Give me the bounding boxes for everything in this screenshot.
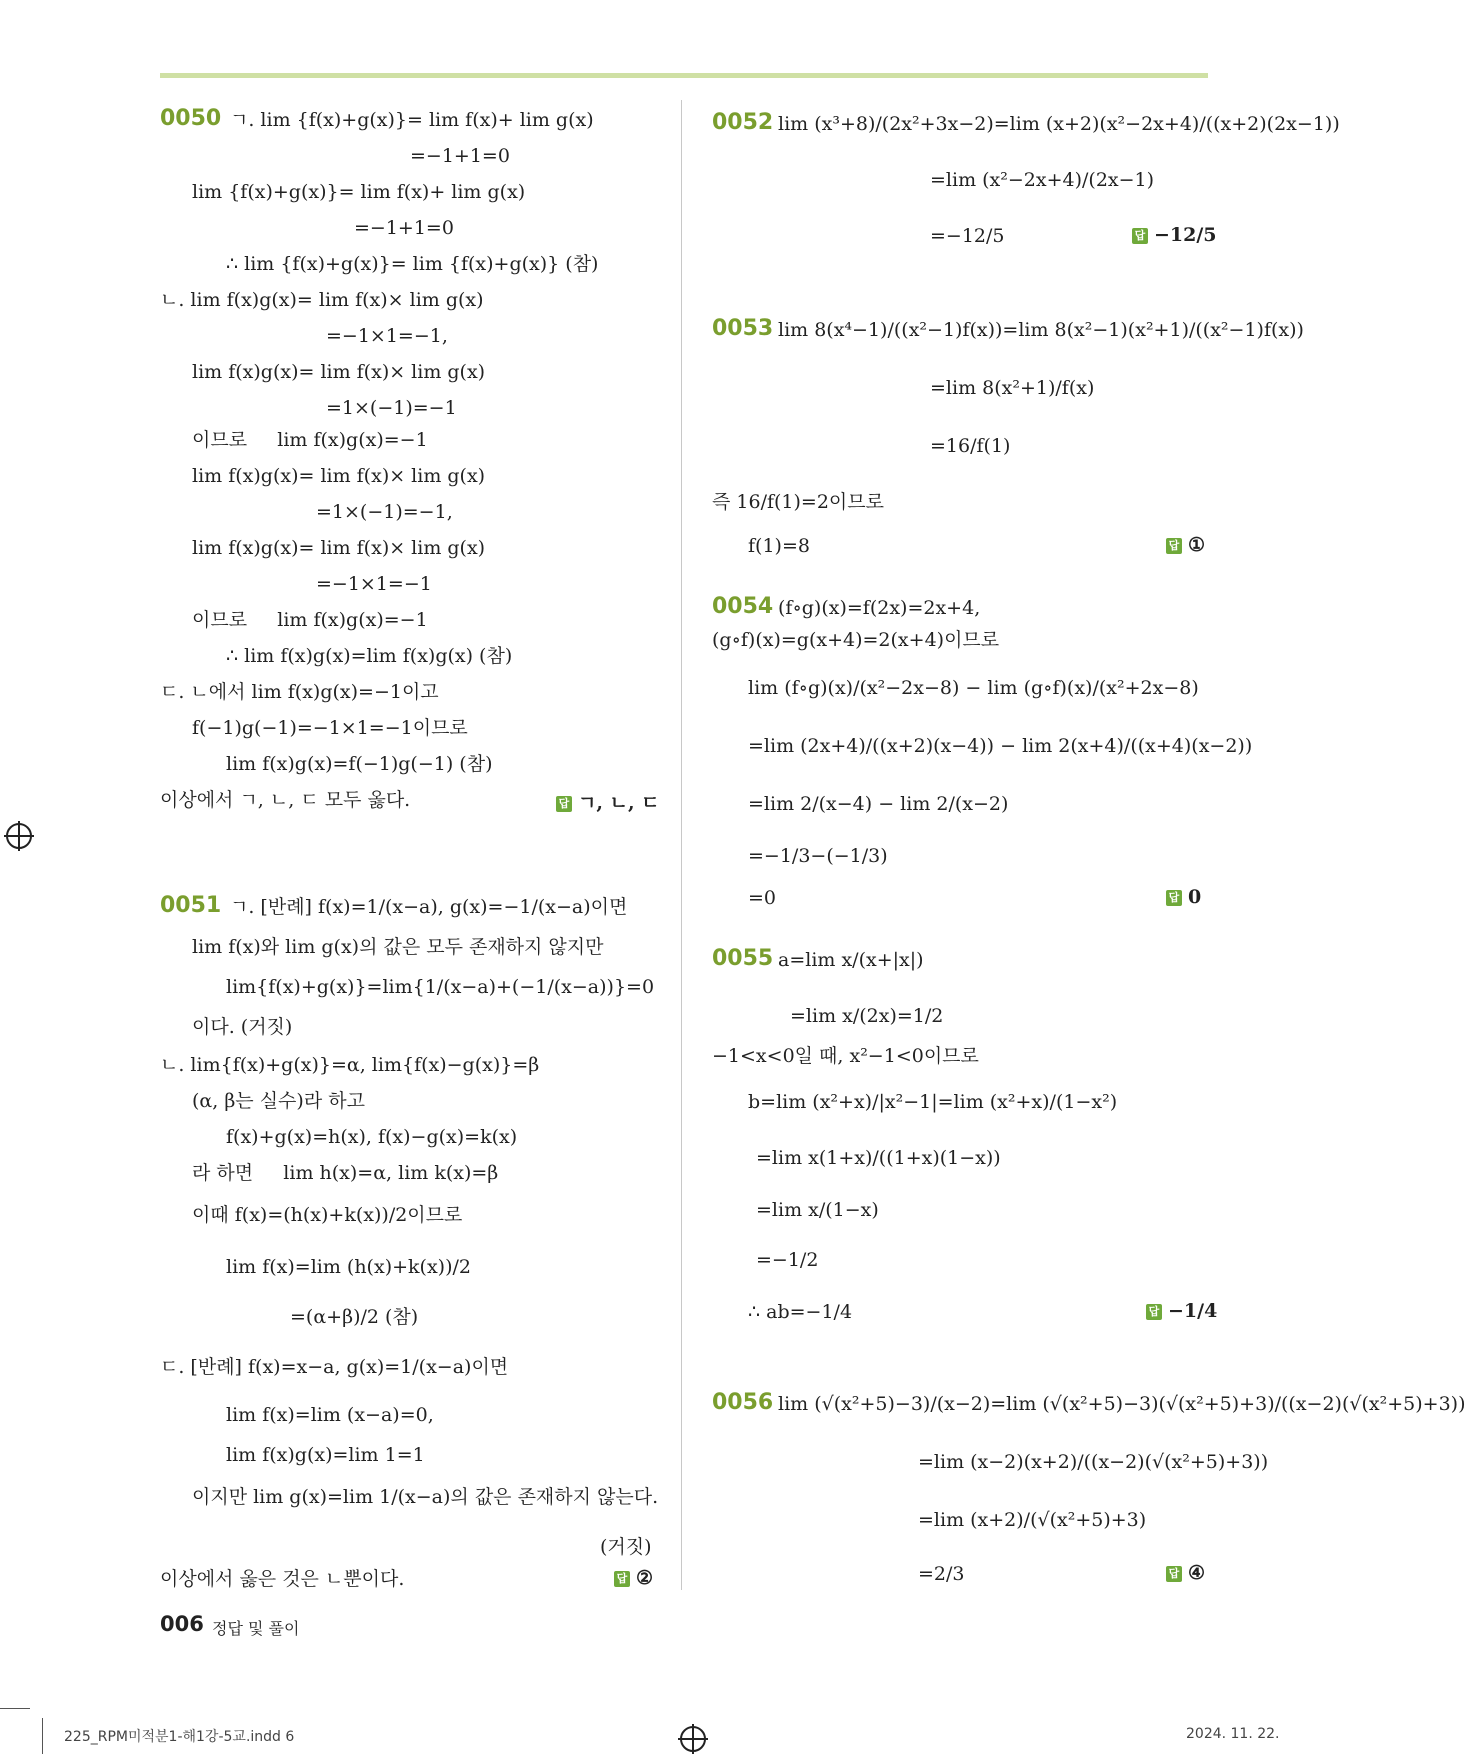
solution-line: lim f(x)=lim (x−a)=0, [226, 1404, 434, 1426]
solution-line: 라 하면 lim h(x)=α, lim k(x)=β [192, 1162, 499, 1184]
answer-value: −1/4 [1168, 1300, 1218, 1322]
solution-line: ㄱ. [반례] f(x)=1/(x−a), g(x)=−1/(x−a)이면 [230, 896, 628, 918]
answer-mark [614, 1567, 653, 1589]
solution-line: lim (√(x²+5)−3)/(x−2)=lim (√(x²+5)−3)(√(x²+5)+3)/((x−2)(√(x²+5)+3)) [778, 1393, 1466, 1415]
solution-line: =−1/3−(−1/3) [748, 845, 888, 867]
solution-line: =lim 2/(x−4) − lim 2/(x−2) [748, 793, 1009, 815]
solution-line: =lim (2x+4)/((x+2)(x−4)) − lim 2(x+4)/((x+4)(x−2)) [748, 735, 1253, 757]
solution-line: =lim (x+2)/(√(x²+5)+3) [918, 1509, 1147, 1531]
solution-line: b=lim (x²+x)/|x²−1|=lim (x²+x)/(1−x²) [748, 1091, 1118, 1113]
solution-line: lim f(x)와 lim g(x)의 값은 모두 존재하지 않지만 [192, 936, 604, 958]
solution-line: f(−1)g(−1)=−1×1=−1이므로 [192, 717, 468, 739]
solution-line: =(α+β)/2 (참) [290, 1306, 419, 1328]
solution-line: lim f(x)g(x)=lim 1=1 [226, 1444, 425, 1466]
solution-line: lim f(x)=lim (h(x)+k(x))/2 [226, 1256, 471, 1278]
solution-line: lim{f(x)+g(x)}=lim{1/(x−a)+(−1/(x−a))}=0 [226, 976, 655, 998]
solution-line: =0 [748, 887, 777, 909]
solution-line: f(1)=8 [748, 535, 810, 557]
solution-line: =lim x(1+x)/((1+x)(1−x)) [756, 1147, 1001, 1169]
answer-value: ② [636, 1567, 654, 1589]
page-section-title: 정답 및 풀이 [212, 1619, 300, 1638]
solution-line: f(x)+g(x)=h(x), f(x)−g(x)=k(x) [226, 1126, 518, 1148]
solution-line: 이때 f(x)=(h(x)+k(x))/2이므로 [192, 1204, 463, 1226]
solution-line: =−1/2 [756, 1249, 819, 1271]
solution-line: lim (f∘g)(x)/(x²−2x−8) − lim (g∘f)(x)/(x²+2x−8) [748, 677, 1199, 699]
answer-label-icon: 답 [1146, 1304, 1162, 1320]
answer-mark [1146, 1300, 1217, 1322]
solution-line: lim 8(x⁴−1)/((x²−1)f(x))=lim 8(x²−1)(x²+1)/((x²−1)f(x)) [778, 319, 1304, 341]
answer-label-icon: 답 [614, 1571, 630, 1587]
solution-line: ㄱ. lim {f(x)+g(x)}= lim f(x)+ lim g(x) [230, 109, 594, 131]
solution-line: ∴ lim f(x)g(x)=lim f(x)g(x) (참) [226, 645, 513, 667]
solution-line: =lim x/(1−x) [756, 1199, 879, 1221]
registration-mark-icon [6, 823, 32, 849]
solution-line: lim f(x)g(x)=f(−1)g(−1) (참) [226, 753, 493, 775]
answer-label-icon: 답 [1166, 890, 1182, 906]
answer-mark [1166, 534, 1205, 556]
solution-line: (거짓) [600, 1536, 652, 1558]
slug-date: 2024. 11. 22. [1186, 1726, 1280, 1742]
answer-label-icon: 답 [1166, 538, 1182, 554]
crop-mark [0, 1708, 30, 1709]
solution-line: lim f(x)g(x)= lim f(x)× lim g(x) [192, 465, 486, 487]
solution-line: ㄴ. lim f(x)g(x)= lim f(x)× lim g(x) [160, 289, 484, 311]
solution-line: lim f(x)g(x)= lim f(x)× lim g(x) [192, 361, 486, 383]
solution-line: 이므로 lim f(x)g(x)=−1 [192, 609, 428, 631]
solution-line: lim {f(x)+g(x)}= lim f(x)+ lim g(x) [192, 181, 526, 203]
solution-line: =2/3 [918, 1563, 965, 1585]
solution-line: =−1+1=0 [354, 217, 454, 239]
answer-label-icon: 답 [1166, 1566, 1182, 1582]
problem-number: 0055 [712, 946, 774, 971]
registration-mark-icon [680, 1726, 706, 1752]
solution-line: ㄷ. ㄴ에서 lim f(x)g(x)=−1이고 [160, 681, 439, 703]
answer-mark [1132, 224, 1217, 246]
solution-line: ∴ lim {f(x)+g(x)}= lim {f(x)+g(x)} (참) [226, 253, 599, 275]
solution-line: lim f(x)g(x)= lim f(x)× lim g(x) [192, 537, 486, 559]
solution-line: 이므로 lim f(x)g(x)=−1 [192, 429, 428, 451]
solution-line: =−1×1=−1 [316, 573, 432, 595]
solution-line: 즉 16/f(1)=2이므로 [712, 491, 884, 513]
solution-line: =1×(−1)=−1 [326, 397, 457, 419]
problem-number: 0056 [712, 1390, 774, 1415]
answer-value: ① [1188, 534, 1206, 556]
solution-line: a=lim x/(x+|x|) [778, 949, 924, 971]
problem-number: 0053 [712, 316, 774, 341]
solution-line: =lim x/(2x)=1/2 [790, 1005, 944, 1027]
answer-label-icon: 답 [1132, 228, 1148, 244]
answer-mark [1166, 886, 1201, 908]
answer-mark [556, 788, 660, 815]
solution-line: 이상에서 ㄱ, ㄴ, ㄷ 모두 옳다. [160, 789, 411, 811]
solution-line: =lim (x−2)(x+2)/((x−2)(√(x²+5)+3)) [918, 1451, 1269, 1473]
slug-file-info: 225_RPM미적분1-해1강-5교.indd 6 [64, 1729, 295, 1745]
solution-line: =lim (x²−2x+4)/(2x−1) [930, 169, 1155, 191]
problem-number: 0054 [712, 594, 774, 619]
solution-line: ㄴ. lim{f(x)+g(x)}=α, lim{f(x)−g(x)}=β [160, 1054, 540, 1076]
solution-line: 이다. (거짓) [192, 1016, 293, 1038]
solution-line: =−1×1=−1, [326, 325, 448, 347]
solution-line: 이상에서 옳은 것은 ㄴ뿐이다. [160, 1568, 405, 1590]
answer-value: −12/5 [1154, 224, 1217, 246]
solution-line: =16/f(1) [930, 435, 1011, 457]
crop-mark [42, 1718, 43, 1754]
problem-number: 0050 [160, 106, 222, 131]
solution-line: ∴ ab=−1/4 [748, 1301, 853, 1323]
solution-line: =−1+1=0 [410, 145, 510, 167]
solution-line: (g∘f)(x)=g(x+4)=2(x+4)이므로 [712, 629, 1000, 651]
answer-value: ④ [1188, 1562, 1206, 1584]
solution-line: (f∘g)(x)=f(2x)=2x+4, [778, 597, 981, 619]
solution-line: 이지만 lim g(x)=lim 1/(x−a)의 값은 존재하지 않는다. [192, 1486, 659, 1508]
solution-line: −1<x<0일 때, x²−1<0이므로 [712, 1045, 979, 1067]
solution-line: ㄷ. [반례] f(x)=x−a, g(x)=1/(x−a)이면 [160, 1356, 509, 1378]
answer-value: ㄱ, ㄴ, ㄷ [578, 792, 660, 814]
solution-line: (α, β는 실수)라 하고 [192, 1090, 365, 1112]
header-rule [160, 73, 1208, 78]
answer-mark [1166, 1562, 1205, 1584]
solution-line: =−12/5 [930, 225, 1005, 247]
problem-number: 0051 [160, 893, 222, 918]
column-divider [681, 100, 682, 1590]
page-number: 006 [160, 1612, 204, 1636]
problem-number: 0052 [712, 110, 774, 135]
solution-line: =1×(−1)=−1, [316, 501, 453, 523]
answer-label-icon: 답 [556, 796, 572, 812]
solution-line: lim (x³+8)/(2x²+3x−2)=lim (x+2)(x²−2x+4)/((x+2)(2x−1)) [778, 113, 1340, 135]
answer-value: 0 [1188, 886, 1202, 908]
solution-line: =lim 8(x²+1)/f(x) [930, 377, 1095, 399]
